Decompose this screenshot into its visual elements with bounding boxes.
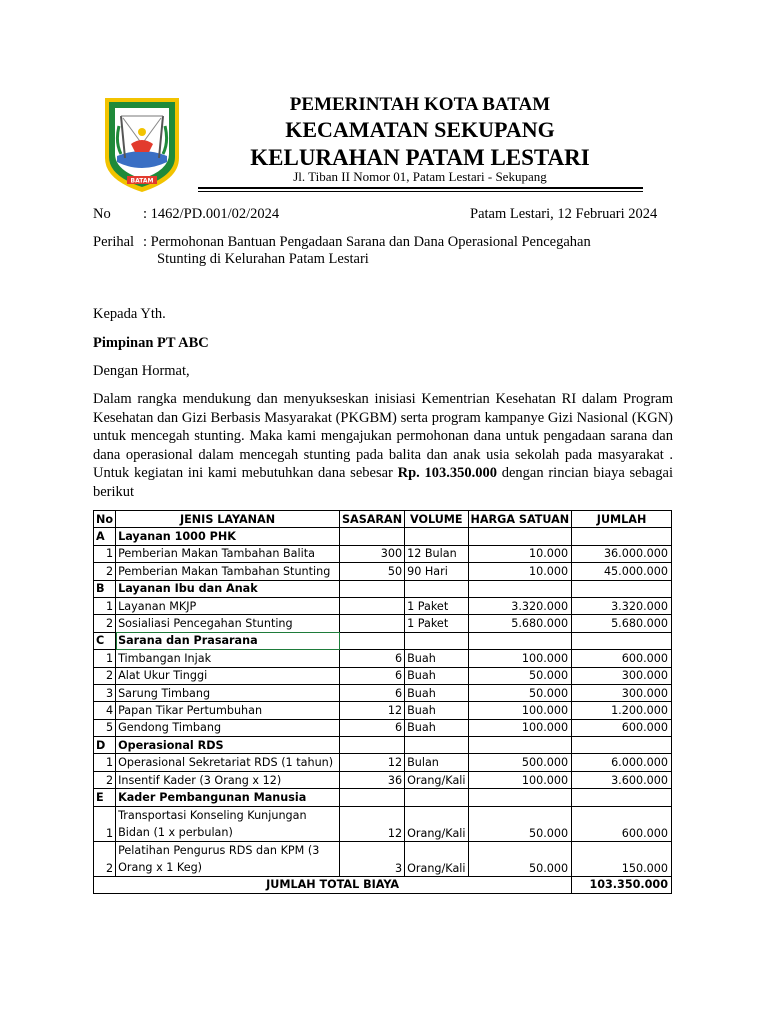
section-code: A — [94, 528, 116, 545]
table-row — [94, 597, 672, 614]
letter-number-value: : 1462/PD.001/02/2024 — [143, 206, 280, 222]
row-sasaran: 300 — [340, 545, 405, 562]
subject-line-1: : Permohonan Bantuan Pengadaan Sarana dan Dana Operasional Pencegahan — [143, 234, 591, 250]
section-code: B — [94, 580, 116, 597]
row-volume: Orang/Kali — [405, 771, 468, 788]
row-volume: Orang/Kali — [405, 841, 468, 876]
row-item: Pemberian Makan Tambahan Stunting — [116, 563, 340, 580]
section-row — [94, 632, 672, 649]
section-row — [94, 789, 672, 806]
section-title: Kader Pembangunan Manusia — [116, 789, 340, 806]
row-no: 2 — [94, 841, 116, 876]
letterhead-line-district: KECAMATAN SEKUPANG — [285, 117, 555, 142]
row-sasaran: 50 — [340, 563, 405, 580]
total-label: JUMLAH TOTAL BIAYA — [94, 876, 572, 893]
row-harga: 50.000 — [468, 684, 572, 701]
row-no: 3 — [94, 684, 116, 701]
letter-place-date: Patam Lestari, 12 Februari 2024 — [470, 206, 658, 222]
table-row — [94, 545, 672, 562]
row-no: 1 — [94, 806, 116, 841]
letterhead-line-government: PEMERINTAH KOTA BATAM — [289, 94, 551, 115]
row-jumlah: 600.000 — [572, 719, 672, 736]
row-item: Transportasi Konseling Kunjungan Bidan (1 x perbulan) — [116, 806, 340, 841]
row-harga: 3.320.000 — [468, 597, 572, 614]
row-harga: 50.000 — [468, 806, 572, 841]
row-jumlah: 36.000.000 — [572, 545, 672, 562]
row-volume: 1 Paket — [405, 597, 468, 614]
row-volume: Buah — [405, 684, 468, 701]
subject-label: Perihal — [93, 234, 135, 250]
row-harga: 100.000 — [468, 771, 572, 788]
svg-text:BATAM: BATAM — [130, 177, 154, 185]
row-jumlah: 600.000 — [572, 806, 672, 841]
row-no: 1 — [94, 754, 116, 771]
row-harga: 100.000 — [468, 650, 572, 667]
row-sasaran: 6 — [340, 719, 405, 736]
table-row — [94, 771, 672, 788]
row-sasaran: 6 — [340, 650, 405, 667]
row-harga: 50.000 — [468, 841, 572, 876]
row-no: 1 — [94, 597, 116, 614]
row-item: Sosialiasi Pencegahan Stunting — [116, 615, 340, 632]
row-volume: 1 Paket — [405, 615, 468, 632]
row-jumlah: 600.000 — [572, 650, 672, 667]
recipient-greeting: Kepada Yth. — [93, 306, 166, 322]
row-volume: 12 Bulan — [405, 545, 468, 562]
section-title: Operasional RDS — [116, 737, 340, 754]
row-sasaran: 12 — [340, 806, 405, 841]
row-sasaran: 6 — [340, 667, 405, 684]
header-jumlah: JUMLAH — [572, 511, 672, 528]
row-volume: Orang/Kali — [405, 806, 468, 841]
row-no: 2 — [94, 563, 116, 580]
table-row — [94, 754, 672, 771]
letterhead-divider — [198, 187, 643, 189]
budget-table — [93, 510, 672, 894]
row-sasaran: 12 — [340, 702, 405, 719]
row-harga: 10.000 — [468, 545, 572, 562]
table-row — [94, 806, 672, 841]
header-no: No — [94, 511, 116, 528]
table-row — [94, 841, 672, 876]
row-volume: 90 Hari — [405, 563, 468, 580]
body-tail: dengan rincian biaya sebagai berikut — [93, 465, 673, 500]
table-row — [94, 719, 672, 736]
row-harga: 100.000 — [468, 719, 572, 736]
row-item: Alat Ukur Tinggi — [116, 667, 340, 684]
recipient-name: Pimpinan PT ABC — [93, 335, 209, 351]
table-row — [94, 563, 672, 580]
table-row — [94, 650, 672, 667]
salutation: Dengan Hormat, — [93, 363, 190, 379]
row-harga: 5.680.000 — [468, 615, 572, 632]
row-jumlah: 3.320.000 — [572, 597, 672, 614]
row-volume: Buah — [405, 650, 468, 667]
row-no: 2 — [94, 615, 116, 632]
body-amount: Rp. 103.350.000 — [397, 465, 497, 481]
table-row — [94, 615, 672, 632]
row-sasaran — [340, 597, 405, 614]
row-no: 4 — [94, 702, 116, 719]
row-harga: 50.000 — [468, 667, 572, 684]
section-code: C — [94, 632, 116, 649]
row-jumlah: 150.000 — [572, 841, 672, 876]
header-harga-satuan: HARGA SATUAN — [468, 511, 572, 528]
section-code: E — [94, 789, 116, 806]
row-item: Timbangan Injak — [116, 650, 340, 667]
row-jumlah: 300.000 — [572, 684, 672, 701]
header-volume: VOLUME — [405, 511, 468, 528]
section-row — [94, 528, 672, 545]
row-item: Operasional Sekretariat RDS (1 tahun) — [116, 754, 340, 771]
section-row — [94, 737, 672, 754]
table-row — [94, 667, 672, 684]
row-harga: 500.000 — [468, 754, 572, 771]
row-item: Sarung Timbang — [116, 684, 340, 701]
letterhead-address: Jl. Tiban II Nomor 01, Patam Lestari - Sekupang — [293, 169, 547, 184]
section-row — [94, 580, 672, 597]
letter-number-label: No — [93, 206, 111, 222]
body-text: Dalam rangka mendukung dan menyukseskan inisiasi Kementrian Kesehatan RI dalam Program Kesehatan dan Gizi Berbasis Masyarakat (PKGBM) serta program kampanye Gizi Nasional (KGN) untuk mencegah stunting. Maka kami mengajukan permohonan dana untuk pengadaan sarana dan dana operasional dalam mencegah stunting pada balita dan anak usia sekolah pada masyarakat . Untuk kegiatan ini kami mebutuhkan dana sebesar — [93, 391, 673, 481]
header-jenis-layanan: JENIS LAYANAN — [116, 511, 340, 528]
row-sasaran: 3 — [340, 841, 405, 876]
row-sasaran: 6 — [340, 684, 405, 701]
table-row — [94, 702, 672, 719]
row-no: 5 — [94, 719, 116, 736]
row-item: Pelatihan Pengurus RDS dan KPM (3 Orang x 1 Keg) — [116, 841, 340, 876]
row-jumlah: 1.200.000 — [572, 702, 672, 719]
body-paragraph — [93, 390, 673, 501]
section-code: D — [94, 737, 116, 754]
total-row — [94, 876, 672, 893]
row-jumlah: 45.000.000 — [572, 563, 672, 580]
batam-city-emblem-icon — [103, 96, 181, 194]
table-header-row — [94, 511, 672, 528]
row-volume: Buah — [405, 702, 468, 719]
row-no: 1 — [94, 650, 116, 667]
row-volume: Bulan — [405, 754, 468, 771]
row-no: 2 — [94, 667, 116, 684]
row-volume: Buah — [405, 719, 468, 736]
row-item: Gendong Timbang — [116, 719, 340, 736]
section-title: Layanan 1000 PHK — [116, 528, 340, 545]
row-sasaran — [340, 615, 405, 632]
row-item: Insentif Kader (3 Orang x 12) — [116, 771, 340, 788]
row-item: Layanan MKJP — [116, 597, 340, 614]
subject-line-2: Stunting di Kelurahan Patam Lestari — [157, 251, 369, 267]
row-jumlah: 5.680.000 — [572, 615, 672, 632]
letterhead-divider-thin — [198, 191, 643, 192]
total-value: 103.350.000 — [572, 876, 672, 893]
letterhead-line-village: KELURAHAN PATAM LESTARI — [250, 145, 590, 170]
row-harga: 10.000 — [468, 563, 572, 580]
row-item: Pemberian Makan Tambahan Balita — [116, 545, 340, 562]
table-row — [94, 684, 672, 701]
row-jumlah: 300.000 — [572, 667, 672, 684]
row-jumlah: 6.000.000 — [572, 754, 672, 771]
row-no: 2 — [94, 771, 116, 788]
section-title: Layanan Ibu dan Anak — [116, 580, 340, 597]
header-sasaran: SASARAN — [340, 511, 405, 528]
section-title-selected-cell[interactable]: Sarana dan Prasarana — [116, 632, 340, 649]
row-no: 1 — [94, 545, 116, 562]
row-sasaran: 36 — [340, 771, 405, 788]
row-volume: Buah — [405, 667, 468, 684]
row-jumlah: 3.600.000 — [572, 771, 672, 788]
row-item: Papan Tikar Pertumbuhan — [116, 702, 340, 719]
row-harga: 100.000 — [468, 702, 572, 719]
row-sasaran: 12 — [340, 754, 405, 771]
